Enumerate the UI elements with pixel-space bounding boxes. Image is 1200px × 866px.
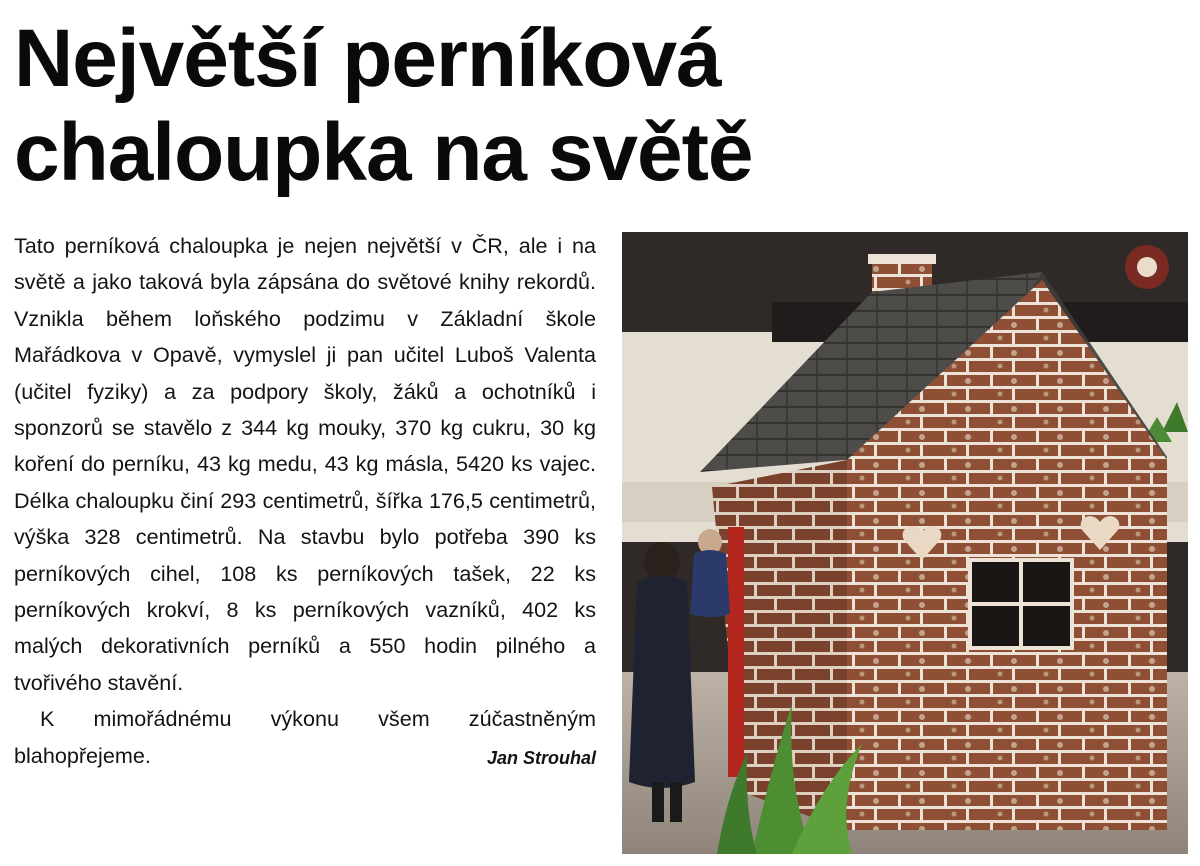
person-child <box>690 550 730 617</box>
person-woman <box>629 576 695 788</box>
byline: Jan Strouhal <box>486 747 596 768</box>
article-paragraph-2-text: K mimořádnému výkonu všem zúčastněným blahopřejeme. <box>14 706 596 768</box>
gingerbread-house-photo <box>622 232 1188 854</box>
headline-line-2: chaloupka na světě <box>14 107 753 198</box>
article-paragraph-2 <box>14 701 596 774</box>
article-body <box>14 228 596 776</box>
article-paragraph-1: Tato perníková chaloupka je nejen největší v ČR, ale i na světě a jako taková byla zápsána do světové knihy rekordů. Vznikla během loňského podzimu v Základní škole Mařádkova v Opavě, vymyslel ji pan učitel Luboš Valenta (učitel fyziky) a za podpory školy, žáků a ochotníků i sponzorů se stavělo z 344 kg mouky, 370 kg cukru, 30 kg koření do perníku, 43 kg medu, 43 kg másla, 5420 ks vajec. Délka chaloupku činí 293 centimetrů, šířka 176,5 centimetrů, výška 328 centimetrů. Na stavbu bylo potřeba 390 ks perníkových cihel, 108 ks perníkových tašek, 22 ks perníkových krokví, 8 ks perníkových vazníků, 402 ks malých dekorativních perníků a 550 hodin pilného a tvořivého stavění. <box>14 233 596 695</box>
door-frame <box>728 527 744 777</box>
photo-illustration <box>622 232 1188 854</box>
headline-line-1: Největší perníková <box>14 13 721 104</box>
headline <box>14 12 914 200</box>
